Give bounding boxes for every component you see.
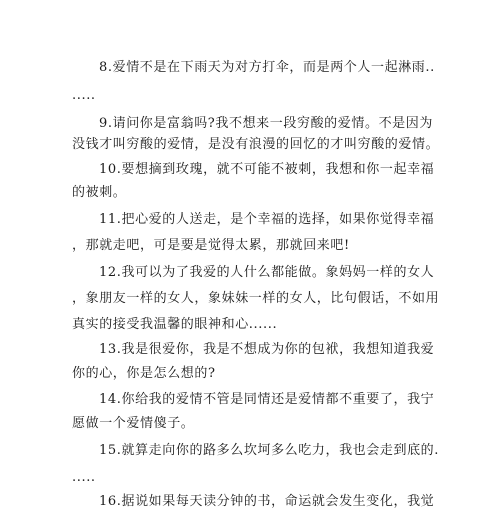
paragraph-13-line-2: 你的心，你是怎么想的?: [72, 366, 216, 381]
paragraph-16-line-1: 16.据说如果每天读分钟的书，命运就会发生变化，我觉: [99, 494, 435, 509]
paragraph-11-line-2: ，那就走吧，可是要是觉得太累，那就回来吧!: [72, 238, 350, 253]
paragraph-12-line-2: ，象朋友一样的女人，象妹妹一样的女人，比句假话，不如用: [72, 291, 440, 306]
paragraph-12-line-1: 12.我可以为了我爱的人什么都能做。象妈妈一样的女人: [99, 265, 435, 280]
paragraph-8-line-1: 8.爱情不是在下雨天为对方打伞，而是两个人一起淋雨..: [99, 60, 435, 75]
paragraph-10-line-2: 的被刺。: [72, 185, 127, 200]
paragraph-15-line-2: .....: [72, 470, 96, 485]
paragraph-9-line-1: 9.请问你是富翁吗?我不想来一段穷酸的爱情。不是因为: [99, 116, 433, 131]
paragraph-12-line-3: 真实的接受我温馨的眼神和心......: [72, 317, 278, 332]
paragraph-15-line-1: 15.就算走向你的路多么坎坷多么吃力，我也会走到底的.: [99, 443, 440, 458]
paragraph-10-line-1: 10.要想摘到玫瑰，就不可能不被刺，我想和你一起幸福: [99, 162, 435, 177]
paragraph-8-line-2: .....: [72, 88, 96, 103]
paragraph-11-line-1: 11.把心爱的人送走，是个幸福的选择，如果你觉得幸福: [99, 212, 435, 227]
paragraph-9-line-2: 没钱才叫穷酸的爱情，是没有浪漫的回忆的才叫穷酸的爱情。: [72, 137, 440, 152]
paragraph-13-line-1: 13.我是很爱你，我是不想成为你的包袱，我想知道我爱: [99, 342, 435, 357]
paragraph-14-line-2: 愿做一个爱情傻子。: [72, 416, 195, 431]
paragraph-14-line-1: 14.你给我的爱情不管是同情还是爱情都不重要了，我宁: [99, 392, 435, 407]
